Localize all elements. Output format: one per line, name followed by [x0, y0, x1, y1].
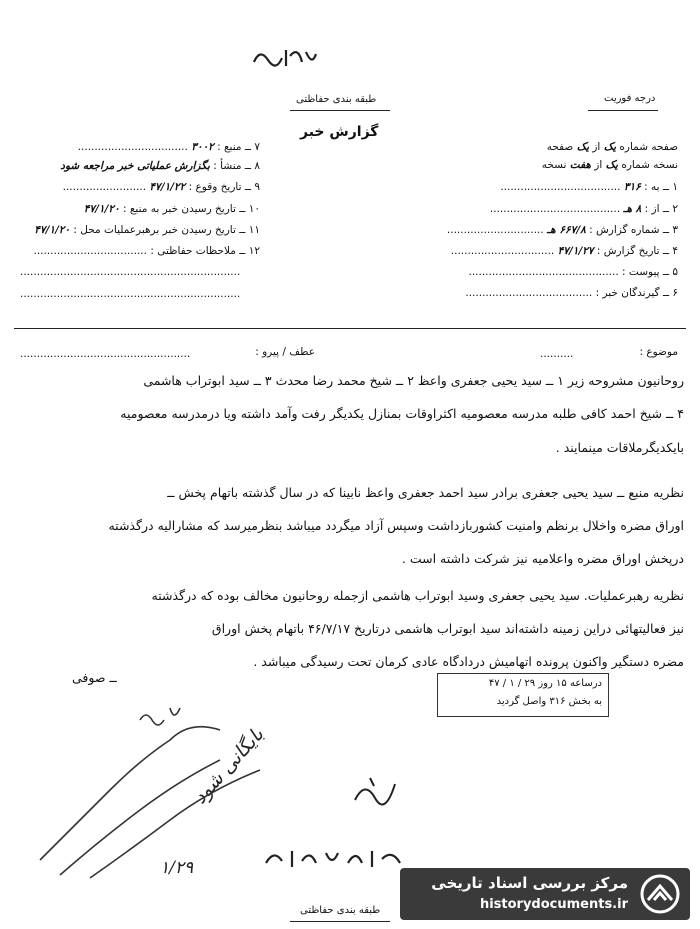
handwritten-scribbles [20, 700, 300, 880]
subject-dots: .......... [540, 348, 574, 360]
reference-dots: ................................................... [20, 348, 191, 360]
receipt-stamp-line-1: درساعه ۱۵ روز ۲۹ / ۱ / ۴۷ [488, 678, 602, 689]
right-field-page-number: صفحه شماره یک از یک صفحه [546, 141, 678, 153]
body-line-7: نظریه رهبرعملیات. سید یحیی جعفری وسید ابوتراب هاشمی ازجمله روحانیون مخالف بوده که درگذشته [151, 588, 684, 603]
top-classification-label: طبقه بندی حفاظتی [296, 94, 377, 105]
right-field-report-date: ۴ ــ تاریخ گزارش : ۴۷/۱/۲۷ ............................... [450, 245, 678, 257]
right-field-report-number: ۳ ــ شماره گزارش : ۶۶۷/۸ هـ ............................. [446, 224, 678, 236]
handwritten-note: بایگانی شود [188, 723, 269, 809]
body-line-5: اوراق مضره واخلال برنظم وامنیت کشوربازداشت وسپس آزاد میگردد میباشد بنظرمیرسد که مشارالیه درگذشته [108, 518, 684, 533]
watermark-org-name: مرکز بررسی اسناد تاریخی [431, 874, 628, 892]
body-line-6: درپخش اوراق مضره واعلامیه نیز شرکت داشته است . [401, 551, 684, 566]
right-field-from: ۲ ــ از : ۸ هـ ....................................... [489, 203, 678, 215]
left-field-ops-date: ۱۱ ــ تاریخ رسیدن خبر برهبرعملیات محل : ۴۷/۱/۲۰ [34, 224, 260, 236]
bottom-classification-label: طبقه بندی حفاظتی [300, 905, 381, 916]
right-field-to: ۱ ــ به : ۳۱۶ .................................... [500, 181, 678, 193]
left-field-security-notes: ۱۲ ــ ملاحظات حفاظتی : .................................. [33, 245, 260, 257]
watermark-url: historydocuments.ir [479, 897, 628, 912]
book-logo-icon [638, 874, 682, 914]
top-classification-stamp [250, 42, 320, 72]
body-line-1: روحانیون مشروحه زیر ۱ ــ سید یحیی جعفری واعظ ۲ ــ شیخ محمد رضا محدث ۳ ــ سید ابوتراب هاشمی [143, 373, 684, 388]
document-title: گزارش خبر [300, 124, 379, 140]
left-dotted-line-2: .................................................................. [20, 288, 241, 300]
receipt-stamp [437, 673, 609, 717]
left-dotted-line-1: .................................................................. [20, 266, 241, 278]
handwritten-initial [350, 770, 400, 810]
receipt-stamp-line-2: به بخش ۳۱۶ واصل گردید [496, 696, 602, 707]
body-line-8: نیز فعالیتهائی دراین زمینه داشته‌اند سید ابوتراب هاشمی درتاریخ ۴۶/۷/۱۷ باتهام پخش اوراق [211, 621, 684, 636]
left-field-source: ۷ ــ منبع : ۳۰۰۲ ................................. [77, 141, 260, 153]
body-line-3: بایکدیگرملاقات مینمایند . [555, 440, 684, 455]
handwritten-date: ۱/۲۹ [160, 858, 194, 878]
right-field-recipients: ۶ ــ گیرندگان خبر : ...................................... [465, 287, 678, 299]
body-line-9: مضره دستگیر واکنون پرونده اتهامیش دردادگاه عادی کرمان تحت رسیدگی میباشد . [253, 654, 684, 669]
subject-label: موضوع : [639, 346, 678, 358]
body-line-4: نظریه منبع ــ سید یحیی جعفری برادر سید احمد جعفری واعظ نابینا که در سال گذشته باتهام پخش ــ [167, 485, 684, 500]
reference-label: عطف / پیرو : [255, 346, 315, 358]
watermark-logo [400, 868, 690, 920]
left-field-event-date: ۹ ــ تاریخ وقوع : ۴۷/۱/۲۲ ......................... [62, 181, 260, 193]
body-line-2: ۴ ــ شیخ احمد کافی طلبه مدرسه معصومیه اکثراوقات بمنازل یکدیگر رفت وآمد داشته ویا درمدرسه معصومیه [120, 406, 684, 421]
right-field-attachment: ۵ ــ پیوست : ............................................. [468, 266, 678, 278]
bottom-classification-stamp [262, 845, 412, 871]
right-field-copy-number: نسخه شماره یک از هفت نسخه [541, 159, 678, 171]
urgency-label: درجه فوریت [604, 93, 656, 104]
author-signature: ــ صوفی [72, 670, 117, 685]
left-field-origin: ۸ ــ منشأ : بگزارش عملیاتی خبر مراجعه شود [60, 160, 260, 172]
left-field-source-date: ۱۰ ــ تاریخ رسیدن خبر به منبع : ۴۷/۱/۲۰ [83, 203, 260, 215]
